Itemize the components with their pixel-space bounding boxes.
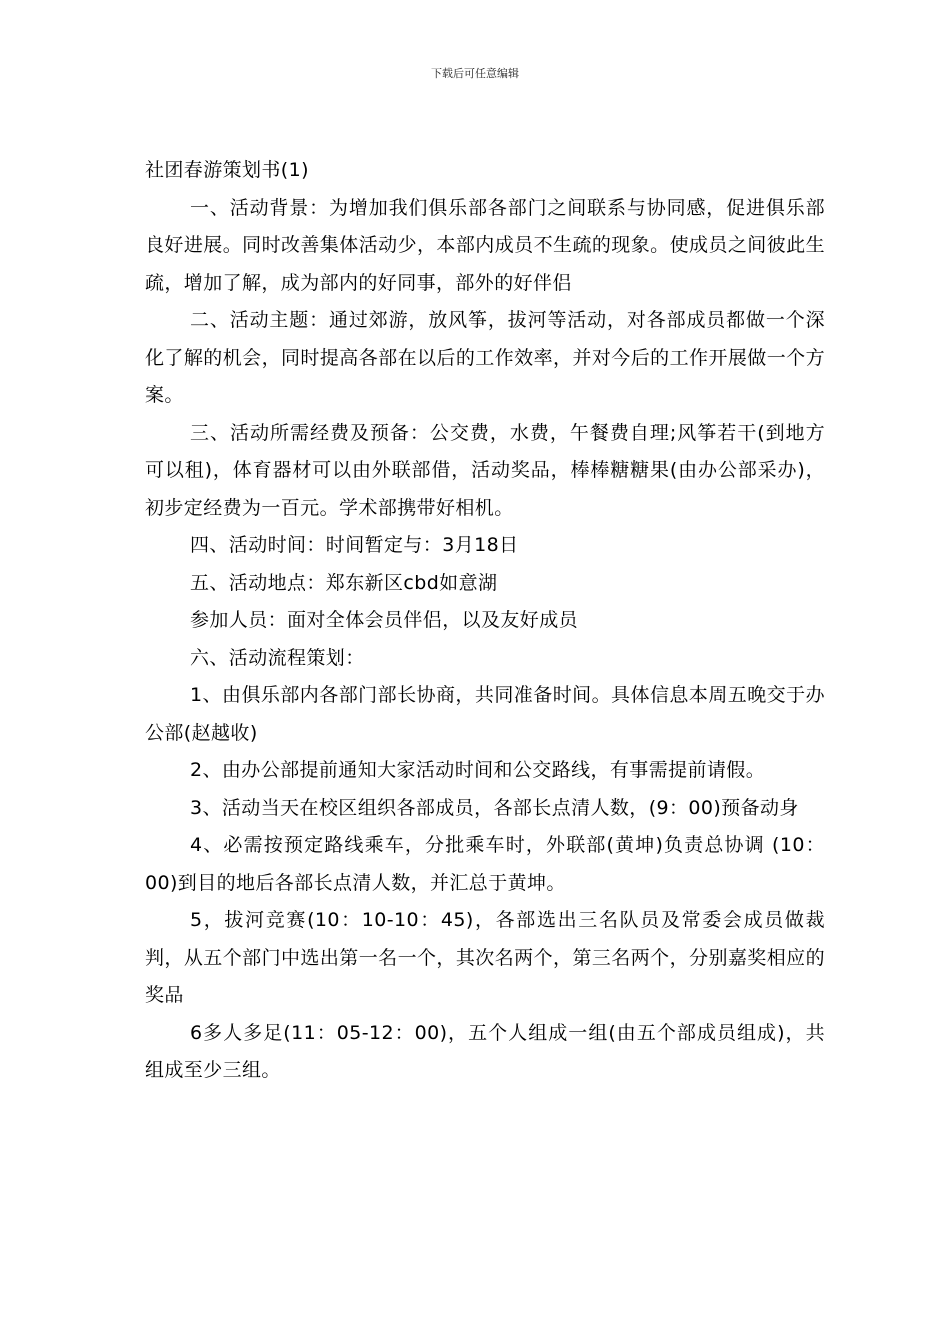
paragraph-step-1: 1、由俱乐部内各部门部长协商，共同准备时间。具体信息本周五晚交于办公部(赵越收)	[145, 684, 825, 744]
paragraph-theme: 二、活动主题：通过郊游，放风筝，拔河等活动，对各部成员都做一个深化了解的机会，同时提高各部在以后的工作效率，并对今后的工作开展做一个方案。	[145, 309, 825, 406]
paragraph-participants: 参加人员：面对全体会员伴侣，以及友好成员	[190, 609, 579, 631]
paragraph-step-6: 6多人多足(11：05-12：00)，五个人组成一组(由五个部成员组成)，共组成至少三组。	[145, 1021, 825, 1081]
paragraph-step-4: 4、必需按预定路线乘车，分批乘车时，外联部(黄坤)负责总协调 (10：00)到目的地后各部长点清人数，并汇总于黄坤。	[145, 834, 825, 894]
paragraph-budget: 三、活动所需经费及预备：公交费，水费，午餐费自理;风筝若干(到地方可以租)，体育器材可以由外联部借，活动奖品，棒棒糖糖果(由办公部采办)，初步定经费为一百元。学术部携带好相机。	[145, 421, 825, 519]
paragraph-location: 五、活动地点：郑东新区cbd如意湖	[190, 571, 498, 594]
document-body	[145, 152, 825, 1090]
page-header-note: 下载后可任意编辑	[431, 67, 519, 80]
paragraph-step-3: 3、活动当天在校区组织各部成员，各部长点清人数，(9：00)预备动身	[190, 796, 799, 819]
paragraph-background: 一、活动背景：为增加我们俱乐部各部门之间联系与协同感，促进俱乐部良好进展。同时改善集体活动少，本部内成员不生疏的现象。使成员之间彼此生疏，增加了解，成为部内的好同事，部外的好伴侣	[145, 196, 825, 294]
paragraph-step-2: 2、由办公部提前通知大家活动时间和公交路线，有事需提前请假。	[190, 759, 766, 781]
paragraph-step-5: 5，拔河竞赛(10：10-10：45)，各部选出三名队员及常委会成员做裁判，从五个部门中选出第一名一个，其次名两个，第三名两个，分别嘉奖相应的奖品	[145, 909, 825, 1006]
document-title: 社团春游策划书(1)	[145, 159, 309, 181]
paragraph-time: 四、活动时间：时间暂定与：3月18日	[190, 534, 519, 556]
paragraph-process-heading: 六、活动流程策划：	[190, 646, 365, 669]
